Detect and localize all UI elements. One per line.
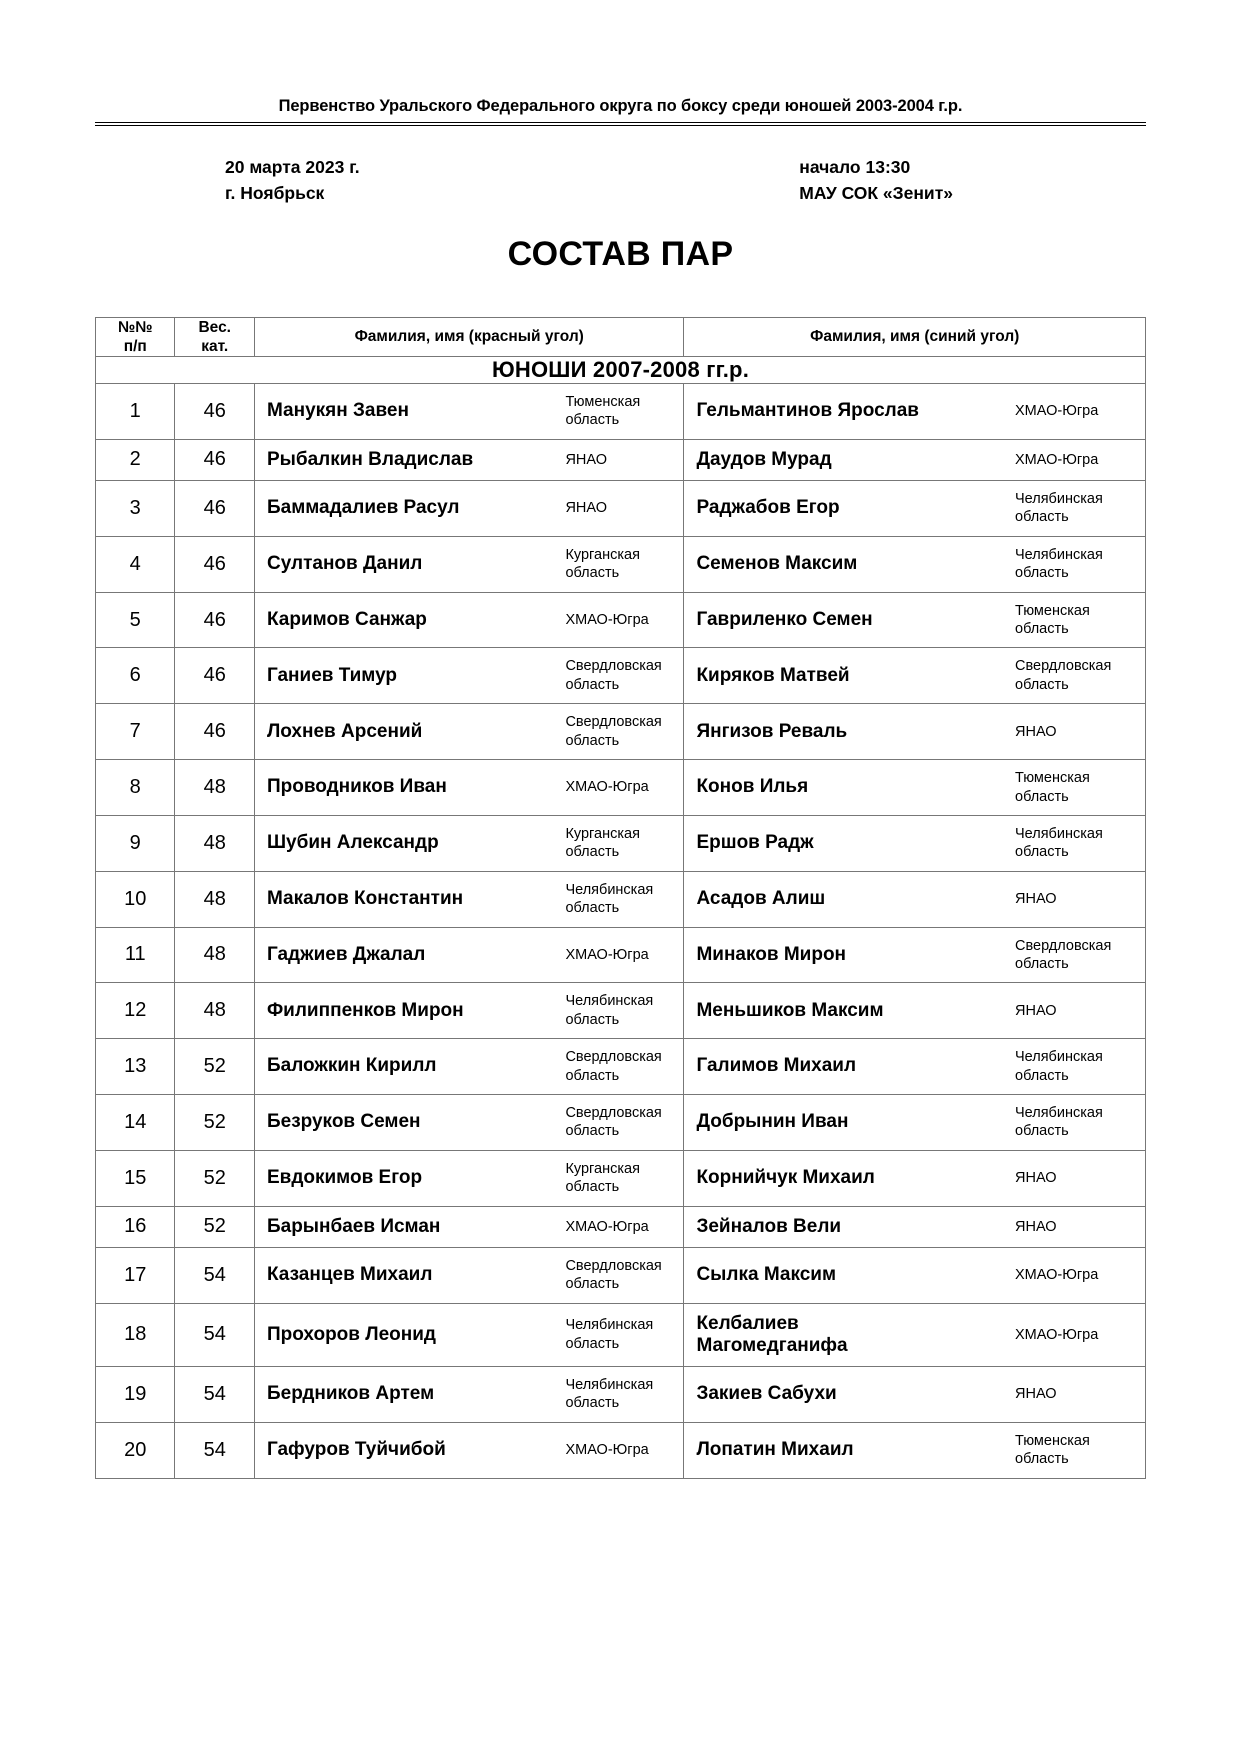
red-fighter-region: Челябинская область [565,993,654,1028]
weight-category: 54 [175,1303,254,1366]
weight-category: 52 [175,1150,254,1206]
section-title-row [96,357,1146,384]
blue-fighter-region: Челябинская область [1015,546,1103,582]
red-corner-cell [254,439,683,480]
blue-corner-fighter [684,593,1145,648]
blue-fighter-region: ХМАО-Югра [1015,1326,1099,1343]
bout-number: 14 [96,1094,175,1150]
blue-corner-cell [684,704,1146,760]
blue-fighter-name: Семенов Максим [696,553,858,575]
age-group-section-title: ЮНОШИ 2007-2008 гг.р. [96,357,1146,384]
blue-fighter-region: Тюменская область [1015,1432,1090,1468]
red-fighter-name: Гафуров Туйчибой [266,1439,446,1461]
red-corner-fighter [255,935,683,975]
blue-corner-cell [684,871,1146,927]
column-header-weight-line1: Вес. [198,318,231,336]
blue-fighter-region: ЯНАО [1015,1002,1057,1019]
bout-number: 20 [96,1422,175,1478]
blue-fighter-region: Тюменская область [1015,770,1090,805]
red-fighter-name: Бердников Артем [266,1383,435,1405]
blue-fighter-name: Раджабов Егор [696,497,840,519]
red-corner-cell [254,871,683,927]
blue-fighter-region: Челябинская область [1015,1049,1103,1084]
blue-corner-cell [684,536,1146,592]
table-row [96,439,1146,480]
blue-fighter-name: Меньшиков Максим [696,999,884,1021]
blue-corner-fighter [684,1423,1145,1478]
weight-category: 48 [175,815,254,871]
table-row [96,1206,1146,1247]
blue-corner-fighter [684,1374,1145,1414]
event-city: г. Ноябрьск [225,182,325,203]
red-fighter-region: Курганская область [565,1160,640,1196]
blue-fighter-name: Асадов Алиш [696,888,826,910]
bout-number: 7 [96,704,175,760]
blue-corner-fighter [684,816,1145,871]
blue-fighter-region: ЯНАО [1015,723,1057,740]
column-header-blue-corner: Фамилия, имя (синий угол) [684,317,1146,356]
red-corner-fighter [255,1207,683,1247]
blue-corner-cell [684,1367,1146,1423]
red-fighter-name: Прохоров Леонид [266,1323,436,1345]
red-fighter-name: Казанцев Михаил [266,1264,433,1286]
table-row [96,1422,1146,1478]
red-fighter-name: Безруков Семен [266,1111,421,1133]
blue-corner-fighter [684,648,1145,703]
blue-corner-fighter [684,1039,1145,1094]
blue-fighter-name: Келбалиев Магомедганифа [696,1312,848,1356]
weight-category: 46 [175,704,254,760]
blue-fighter-name: Конов Илья [696,776,809,798]
blue-corner-fighter [684,712,1145,752]
red-corner-fighter [255,440,683,480]
blue-corner-fighter [684,991,1145,1031]
red-fighter-region: Свердловская область [565,1049,662,1084]
red-fighter-name: Каримов Санжар [266,608,427,630]
red-fighter-region: Тюменская область [565,394,641,429]
red-corner-cell [254,648,683,704]
blue-fighter-region: ХМАО-Югра [1015,451,1099,468]
blue-fighter-region: ЯНАО [1015,1386,1057,1403]
blue-fighter-region: ХМАО-Югра [1015,403,1099,420]
red-fighter-region: ХМАО-Югра [565,611,649,628]
table-row [96,1303,1146,1366]
competition-title: Первенство Уральского Федерального округа по боксу среди юношей 2003-2004 г.р. [278,97,963,115]
pairs-table-header [96,317,1146,356]
red-corner-cell [254,592,683,648]
event-start-time: начало 13:30 [799,156,911,177]
blue-fighter-region: Челябинская область [1015,491,1103,526]
red-fighter-region: Челябинская область [565,1317,654,1352]
blue-fighter-region: ЯНАО [1015,1170,1057,1186]
bout-number: 13 [96,1039,175,1095]
blue-corner-cell [684,927,1146,983]
red-corner-fighter [255,1367,683,1422]
blue-corner-cell [684,439,1146,480]
red-corner-cell [254,815,683,871]
blue-corner-fighter [684,440,1145,480]
blue-corner-cell [684,1150,1146,1206]
blue-corner-fighter [684,481,1145,536]
blue-corner-cell [684,1247,1146,1303]
event-date: 20 марта 2023 г. [225,156,360,177]
blue-fighter-name: Лопатин Михаил [696,1439,854,1461]
bout-number: 6 [96,648,175,704]
blue-corner-fighter [684,1304,1145,1366]
red-corner-fighter [255,1248,683,1303]
blue-corner-fighter [684,928,1145,983]
bout-number: 16 [96,1206,175,1247]
blue-corner-cell [684,1206,1146,1247]
blue-fighter-region: Свердловская область [1015,937,1112,972]
red-fighter-name: Филиппенков Мирон [266,999,464,1021]
blue-fighter-name: Закиев Сабухи [696,1383,837,1405]
red-fighter-name: Лохнев Арсений [266,720,423,742]
blue-fighter-region: ЯНАО [1015,1218,1057,1235]
blue-fighter-name: Киряков Матвей [696,664,850,686]
red-fighter-region: ХМАО-Югра [565,1218,649,1235]
bout-number: 11 [96,927,175,983]
event-meta-block [0,155,1241,207]
red-corner-cell [254,1094,683,1150]
red-corner-cell [254,1247,683,1303]
red-fighter-region: ХМАО-Югра [565,946,649,963]
red-corner-fighter [255,816,683,871]
blue-corner-cell [684,1094,1146,1150]
header-divider [95,122,1146,126]
red-fighter-region: Курганская область [565,546,640,582]
red-corner-fighter [255,648,683,703]
red-fighter-name: Султанов Данил [266,553,423,575]
bout-number: 12 [96,983,175,1039]
blue-fighter-name: Зейналов Вели [696,1215,842,1237]
table-row [96,927,1146,983]
blue-fighter-name: Корнийчук Михаил [696,1167,875,1189]
red-fighter-region: ХМАО-Югра [565,779,649,796]
red-corner-cell [254,1422,683,1478]
red-corner-fighter [255,767,683,807]
table-row [96,815,1146,871]
red-corner-cell [254,983,683,1039]
bout-number: 8 [96,760,175,816]
column-header-weight [175,317,254,356]
document-header [95,0,1146,126]
red-fighter-name: Ганиев Тимур [266,664,398,686]
bout-number: 10 [96,871,175,927]
bout-number: 1 [96,384,175,440]
table-row [96,983,1146,1039]
blue-fighter-name: Гавриленко Семен [696,608,873,630]
red-corner-fighter [255,600,683,640]
red-fighter-name: Манукян Завен [266,400,409,422]
blue-corner-fighter [684,1207,1145,1247]
red-fighter-name: Рыбалкин Владислав [266,448,474,470]
blue-corner-cell [684,760,1146,816]
weight-category: 46 [175,648,254,704]
blue-corner-fighter [684,1158,1145,1198]
red-corner-cell [254,760,683,816]
blue-fighter-name: Сылка Максим [696,1264,837,1286]
red-fighter-name: Баммадалиев Расул [266,497,460,519]
blue-corner-fighter [684,391,1145,431]
weight-category: 46 [175,536,254,592]
red-corner-fighter [255,1039,683,1094]
blue-fighter-region: ХМАО-Югра [1015,1267,1099,1284]
blue-corner-cell [684,983,1146,1039]
blue-fighter-region: Челябинская область [1015,1104,1103,1140]
red-fighter-region: ЯНАО [565,451,608,468]
blue-fighter-name: Ершов Радж [696,832,814,854]
red-corner-fighter [255,872,683,927]
blue-fighter-name: Добрынин Иван [696,1111,849,1133]
weight-category: 46 [175,384,254,440]
event-meta-right [799,155,953,207]
table-row [96,384,1146,440]
red-fighter-region: Курганская область [565,825,640,861]
table-row [96,1094,1146,1150]
red-fighter-name: Гаджиев Джалал [266,943,426,965]
column-header-red-corner: Фамилия, имя (красный угол) [254,317,683,356]
blue-fighter-name: Янгизов Реваль [696,720,848,742]
red-fighter-region: Свердловская область [565,658,662,693]
red-corner-cell [254,384,683,440]
page-title: СОСТАВ ПАР [507,234,734,273]
blue-corner-cell [684,648,1146,704]
bout-number: 4 [96,536,175,592]
red-corner-fighter [255,983,683,1038]
red-fighter-region: Свердловская область [565,1257,662,1293]
blue-fighter-name: Даудов Мурад [696,448,832,470]
red-corner-cell [254,1303,683,1366]
table-row [96,1367,1146,1423]
blue-corner-cell [684,1422,1146,1478]
weight-category: 54 [175,1422,254,1478]
blue-corner-cell [684,592,1146,648]
pairs-table-wrapper [95,317,1146,1479]
red-fighter-region: Челябинская область [565,1377,654,1412]
blue-corner-fighter [684,537,1145,592]
bout-number: 5 [96,592,175,648]
red-corner-cell [254,1206,683,1247]
red-corner-cell [254,1150,683,1206]
red-corner-fighter [255,704,683,759]
weight-category: 52 [175,1094,254,1150]
blue-corner-cell [684,1303,1146,1366]
red-fighter-name: Баложкин Кирилл [266,1055,437,1077]
weight-category: 52 [175,1039,254,1095]
red-corner-cell [254,704,683,760]
red-corner-fighter [255,537,683,592]
red-corner-cell [254,927,683,983]
bout-number: 18 [96,1303,175,1366]
blue-corner-fighter [684,1095,1145,1150]
red-fighter-region: Свердловская область [565,1104,662,1140]
red-fighter-name: Барынбаев Исман [266,1215,441,1237]
weight-category: 52 [175,1206,254,1247]
table-row [96,1150,1146,1206]
red-corner-fighter [255,1307,683,1362]
red-corner-fighter [255,488,683,528]
weight-category: 48 [175,871,254,927]
table-row [96,871,1146,927]
blue-corner-fighter [684,1255,1145,1295]
red-fighter-name: Евдокимов Егор [266,1167,423,1189]
blue-corner-fighter [684,760,1145,815]
red-fighter-name: Проводников Иван [266,776,447,798]
blue-fighter-name: Минаков Мирон [696,943,847,965]
weight-category: 54 [175,1367,254,1423]
red-fighter-region: ХМАО-Югра [565,1442,649,1459]
blue-fighter-region: ЯНАО [1015,890,1057,907]
red-corner-fighter [255,1151,683,1206]
event-meta-left [225,155,360,207]
blue-corner-fighter [684,879,1145,919]
weight-category: 46 [175,481,254,537]
weight-category: 46 [175,439,254,480]
red-fighter-name: Макалов Константин [266,888,464,910]
bout-number: 3 [96,481,175,537]
red-corner-cell [254,1039,683,1095]
table-row [96,536,1146,592]
red-fighter-region: Свердловская область [565,714,662,749]
red-corner-fighter [255,1430,683,1470]
red-corner-cell [254,536,683,592]
blue-fighter-region: Челябинская область [1015,825,1103,861]
red-fighter-region: Челябинская область [565,881,654,917]
event-venue: МАУ СОК «Зенит» [799,182,953,203]
column-header-number-line2: п/п [123,337,147,355]
pairs-table [95,317,1146,1479]
red-corner-fighter [255,1095,683,1150]
table-row [96,648,1146,704]
blue-fighter-region: Тюменская область [1015,602,1090,638]
blue-corner-cell [684,1039,1146,1095]
red-fighter-region: ЯНАО [565,500,608,517]
red-corner-cell [254,481,683,537]
column-header-number [96,317,175,356]
table-row [96,704,1146,760]
blue-fighter-name: Гельмантинов Ярослав [696,400,919,422]
table-header-row [96,317,1146,356]
pairs-table-body [96,357,1146,1479]
red-corner-cell [254,1367,683,1423]
blue-corner-cell [684,384,1146,440]
table-row [96,1039,1146,1095]
blue-corner-cell [684,481,1146,537]
weight-category: 54 [175,1247,254,1303]
weight-category: 48 [175,760,254,816]
bout-number: 15 [96,1150,175,1206]
bout-number: 2 [96,439,175,480]
blue-fighter-name: Галимов Михаил [696,1055,857,1077]
bout-number: 19 [96,1367,175,1423]
bout-number: 9 [96,815,175,871]
red-corner-fighter [255,384,683,439]
table-row [96,481,1146,537]
weight-category: 48 [175,983,254,1039]
weight-category: 46 [175,592,254,648]
table-row [96,760,1146,816]
bout-number: 17 [96,1247,175,1303]
weight-category: 48 [175,927,254,983]
table-row [96,592,1146,648]
column-header-number-line1: №№ [117,318,153,336]
red-fighter-name: Шубин Александр [266,832,439,854]
table-row [96,1247,1146,1303]
blue-fighter-region: Свердловская область [1015,658,1112,693]
column-header-weight-line2: кат. [201,337,229,355]
blue-corner-cell [684,815,1146,871]
